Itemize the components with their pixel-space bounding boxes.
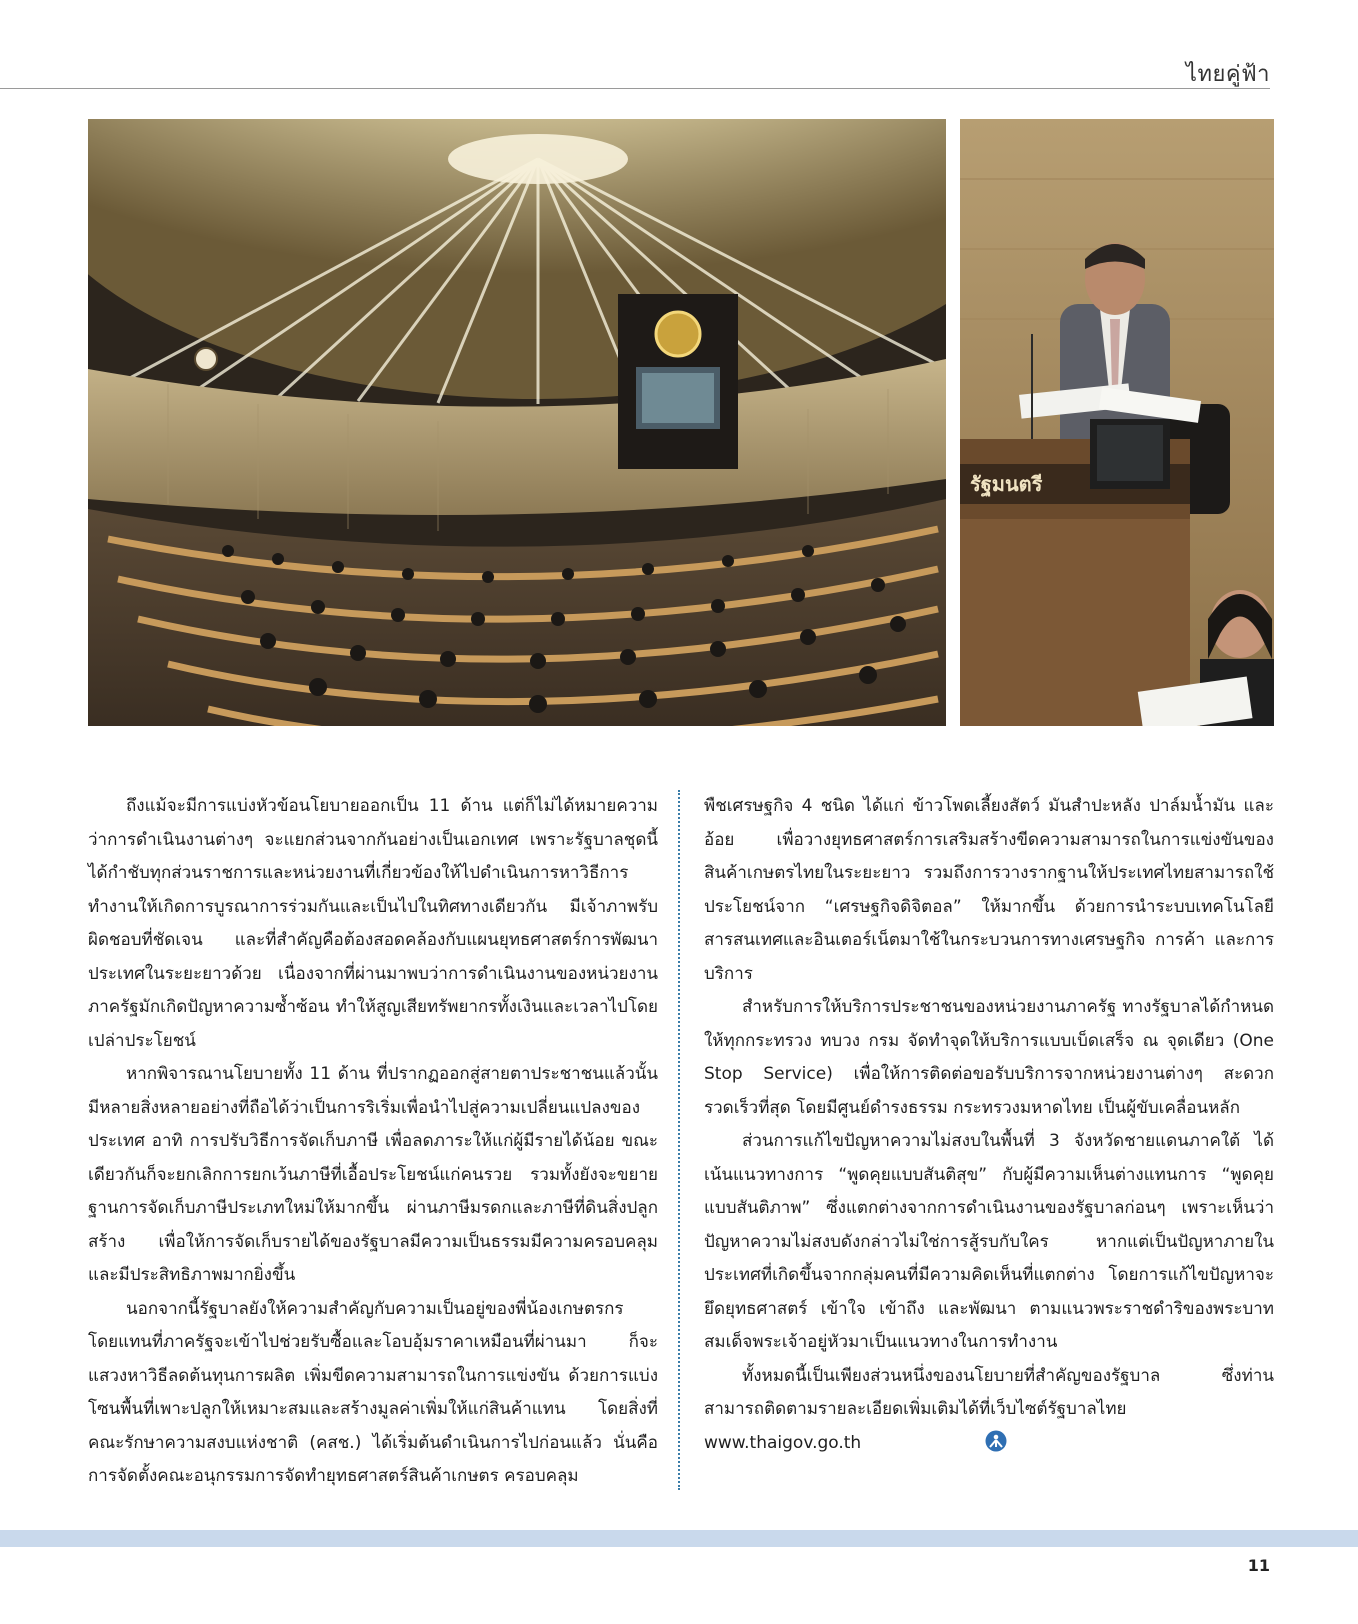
article-paragraph: สำหรับการให้บริการประชาชนของหน่วยงานภาครัฐ ทางรัฐบาลได้กำหนดให้ทุกกระทรวง ทบวง กรม จัดทำจุดให้บริการแบบเบ็ดเสร็จ ณ จุดเดียว (One Stop Service) เพื่อให้การติดต่อขอรับบริการจากหน่วยงานต่างๆ สะดวกรวดเร็วที่สุด โดยมีศูนย์ดำรงธรรม กระทรวงมหาดไทย เป็นผู้ขับเคลื่อนหลัก	[704, 997, 1274, 1118]
podium-speaker-photo	[960, 119, 1274, 726]
article-paragraph: ถึงแม้จะมีการแบ่งหัวข้อนโยบายออกเป็น 11 ด้าน แต่ก็ไม่ได้หมายความว่าการดำเนินงานต่างๆ จะแยกส่วนจากกันอย่างเป็นเอกเทศ เพราะรัฐบาลชุดนี้ได้กำชับทุกส่วนราชการและหน่วยงานที่เกี่ยวข้องให้ไปดำเนินการหาวิธีการทำงานให้เกิดการบูรณาการร่วมกันและเป็นไปในทิศทางเดียวกัน มีเจ้าภาพรับผิดชอบที่ชัดเจน และที่สำคัญคือต้องสอดคล้องกับแผนยุทธศาสตร์การพัฒนาประเทศในระยะยาวด้วย เนื่องจากที่ผ่านมาพบว่าการดำเนินงานของหน่วยงานภาครัฐมักเกิดปัญหาความซ้ำซ้อน ทำให้สูญเสียทรัพยากรทั้งเงินและเวลาไปโดยเปล่าประโยชน์	[88, 796, 658, 1051]
header-rule	[0, 88, 1270, 89]
article-paragraph: ทั้งหมดนี้เป็นเพียงส่วนหนึ่งของนโยบายที่สำคัญของรัฐบาล ซึ่งท่านสามารถติดตามรายละเอียดเพิ่มเติมได้ที่เว็บไซต์รัฐบาลไทย www.thaigov.go.th	[704, 1365, 1274, 1453]
magazine-title: ไทยคู่ฟ้า	[1185, 62, 1270, 87]
page-number: 11	[1247, 1556, 1270, 1575]
article-end-icon	[985, 1430, 1007, 1452]
parliament-chamber-photo	[88, 119, 946, 726]
footer-band	[0, 1530, 1358, 1547]
parliament-chamber-illustration	[88, 119, 946, 726]
article-right-column	[704, 790, 1274, 1460]
article-paragraph: ส่วนการแก้ไขปัญหาความไม่สงบในพื้นที่ 3 จังหวัดชายแดนภาคใต้ ได้เน้นแนวทางการ “พูดคุยแบบสันติสุข” กับผู้มีความเห็นต่างแทนการ “พูดคุยแบบสันติภาพ” ซึ่งแตกต่างจากการดำเนินงานของรัฐบาลก่อนๆ เพราะเห็นว่าปัญหาความไม่สงบดังกล่าวไม่ใช่การสู้รบกับใคร หากแต่เป็นปัญหาภายในประเทศที่เกิดขึ้นจากกลุ่มคนที่มีความคิดเห็นที่แตกต่าง โดยการแก้ไขปัญหาจะยึดยุทธศาสตร์ เข้าใจ เข้าถึง และพัฒนา ตามแนวพระราชดำริของพระบาทสมเด็จพระเจ้าอยู่หัวมาเป็นแนวทางในการทำงาน	[704, 1131, 1274, 1352]
podium-label: รัฐมนตรี	[970, 472, 1043, 496]
column-divider	[678, 790, 680, 1490]
podium-speaker-illustration	[960, 119, 1274, 726]
article-paragraph: นอกจากนี้รัฐบาลยังให้ความสำคัญกับความเป็นอยู่ของพี่น้องเกษตรกร โดยแทนที่ภาครัฐจะเข้าไปช่วยรับซื้อและโอบอุ้มราคาเหมือนที่ผ่านมา ก็จะแสวงหาวิธีลดต้นทุนการผลิต เพิ่มขีดความสามารถในการแข่งขัน ด้วยการแบ่งโซนพื้นที่เพาะปลูกให้เหมาะสมและสร้างมูลค่าเพิ่มให้แก่สินค้าแทน โดยสิ่งที่ คณะรักษาความสงบแห่งชาติ (คสช.) ได้เริ่มต้นดำเนินการไปก่อนแล้ว นั่นคือ การจัดตั้งคณะอนุกรรมการจัดทำยุทธศาสตร์สินค้าเกษตร ครอบคลุม	[88, 1298, 658, 1486]
article-paragraph: พืชเศรษฐกิจ 4 ชนิด ได้แก่ ข้าวโพดเลี้ยงสัตว์ มันสำปะหลัง ปาล์มน้ำมัน และอ้อย เพื่อวางยุทธศาสตร์การเสริมสร้างขีดความสามารถในการแข่งขันของสินค้าเกษตรไทยในระยะยาว รวมถึงการวางรากฐานให้ประเทศไทยสามารถใช้ประโยชน์จาก “เศรษฐกิจดิจิตอล” ให้มากขึ้น ด้วยการนำระบบเทคโนโลยีสารสนเทศและอินเตอร์เน็ตมาใช้ในกระบวนการทางเศรษฐกิจ การค้า และการบริการ	[704, 796, 1274, 984]
article-left-column	[88, 790, 658, 1494]
article-paragraph: หากพิจารณานโยบายทั้ง 11 ด้าน ที่ปรากฏออกสู่สายตาประชาชนแล้วนั้น มีหลายสิ่งหลายอย่างที่ถือได้ว่าเป็นการริเริ่มเพื่อนำไปสู่ความเปลี่ยนแปลงของประเทศ อาทิ การปรับวิธีการจัดเก็บภาษี เพื่อลดภาระให้แก่ผู้มีรายได้น้อย ขณะเดียวกันก็จะยกเลิกการยกเว้นภาษีที่เอื้อประโยชน์แก่คนรวย รวมทั้งยังจะขยายฐานการจัดเก็บภาษีประเภทใหม่ให้มากขึ้น ผ่านภาษีมรดกและภาษีที่ดินสิ่งปลูกสร้าง เพื่อให้การจัดเก็บรายได้ของรัฐบาลมีความเป็นธรรมมีความครอบคลุม และมีประสิทธิภาพมากยิ่งขึ้น	[88, 1064, 658, 1285]
